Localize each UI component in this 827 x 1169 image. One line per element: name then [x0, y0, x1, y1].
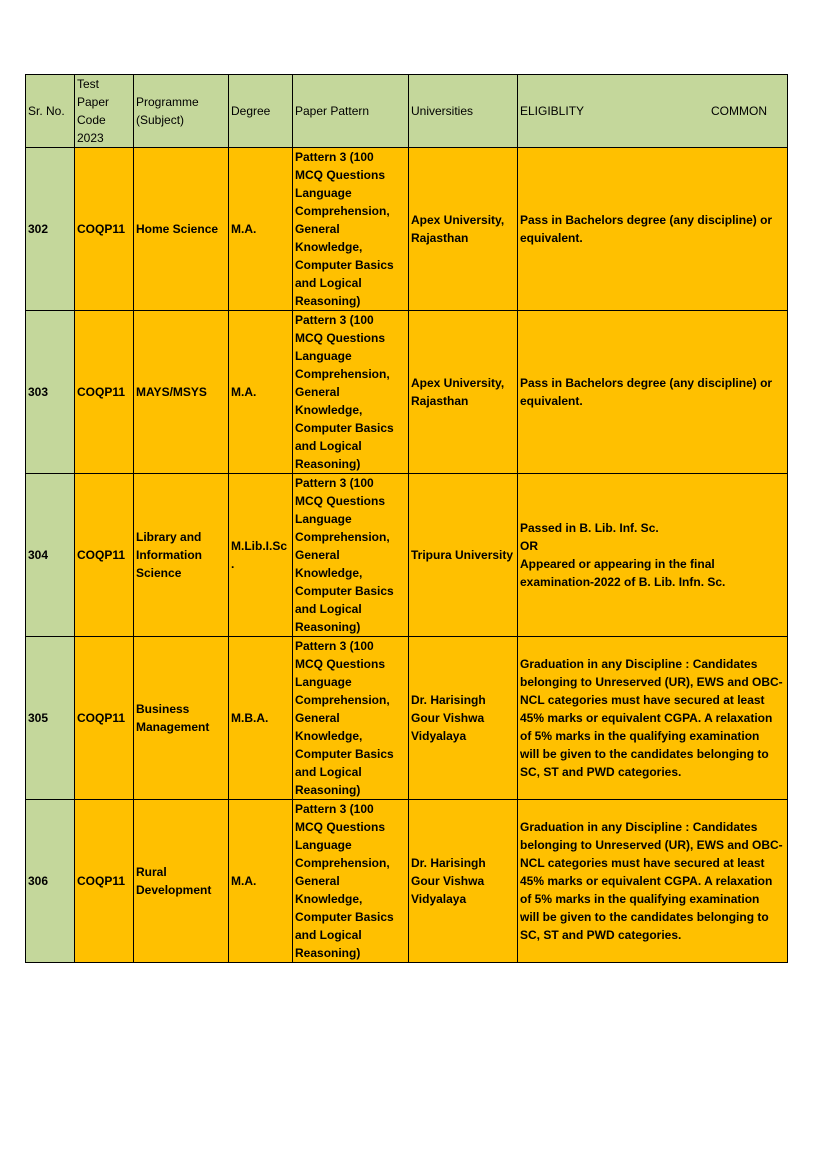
paper-pattern-cell: Pattern 3 (100 MCQ Questions Language Comprehension, General Knowledge, Computer Basics and Logical Reasoning)	[293, 148, 409, 311]
eligibility-cell: Pass in Bachelors degree (any discipline) or equivalent.	[518, 148, 788, 311]
programme-cell: Library and Information Science	[134, 474, 229, 637]
code-cell: COQP11	[75, 311, 134, 474]
header-common-label: COMMON	[711, 104, 767, 118]
sr-no-cell: 306	[26, 800, 75, 963]
code-cell: COQP11	[75, 800, 134, 963]
header-sr-no: Sr. No.	[26, 75, 75, 148]
eligibility-cell: Pass in Bachelors degree (any discipline) or equivalent.	[518, 311, 788, 474]
table-row	[26, 311, 788, 474]
code-cell: COQP11	[75, 148, 134, 311]
degree-cell: M.A.	[229, 800, 293, 963]
table-row	[26, 148, 788, 311]
degree-cell: M.Lib.I.Sc .	[229, 474, 293, 637]
eligibility-cell: Passed in B. Lib. Inf. Sc. OR Appeared or appearing in the final examination-2022 of B. Lib. Infn. Sc.	[518, 474, 788, 637]
programme-cell: Business Management	[134, 637, 229, 800]
header-eligibility-label: ELIGIBLITY	[520, 104, 585, 118]
programme-cell: MAYS/MSYS	[134, 311, 229, 474]
paper-pattern-cell: Pattern 3 (100 MCQ Questions Language Comprehension, General Knowledge, Computer Basics and Logical Reasoning)	[293, 474, 409, 637]
header-degree: Degree	[229, 75, 293, 148]
header-row	[26, 75, 788, 148]
header-paper-pattern: Paper Pattern	[293, 75, 409, 148]
code-cell: COQP11	[75, 637, 134, 800]
sr-no-cell: 302	[26, 148, 75, 311]
header-test-paper-code: Test Paper Code 2023	[75, 75, 134, 148]
paper-pattern-cell: Pattern 3 (100 MCQ Questions Language Comprehension, General Knowledge, Computer Basics and Logical Reasoning)	[293, 800, 409, 963]
programme-table	[25, 74, 788, 963]
programme-cell: Home Science	[134, 148, 229, 311]
university-cell: Apex University, Rajasthan	[409, 311, 518, 474]
eligibility-cell: Graduation in any Discipline : Candidates belonging to Unreserved (UR), EWS and OBC- NCL categories must have secured at least 45% marks or equivalent CGPA. A relaxation of 5% marks in the qualifying examination will be given to the candidates belonging to SC, ST and PWD categories.	[518, 800, 788, 963]
university-cell: Apex University, Rajasthan	[409, 148, 518, 311]
sr-no-cell: 303	[26, 311, 75, 474]
header-programme: Programme (Subject)	[134, 75, 229, 148]
sr-no-cell: 304	[26, 474, 75, 637]
table-row	[26, 637, 788, 800]
table-row	[26, 800, 788, 963]
programme-cell: Rural Development	[134, 800, 229, 963]
code-cell: COQP11	[75, 474, 134, 637]
degree-cell: M.A.	[229, 311, 293, 474]
table-row	[26, 474, 788, 637]
university-cell: Dr. Harisingh Gour Vishwa Vidyalaya	[409, 637, 518, 800]
sr-no-cell: 305	[26, 637, 75, 800]
degree-cell: M.B.A.	[229, 637, 293, 800]
university-cell: Dr. Harisingh Gour Vishwa Vidyalaya	[409, 800, 518, 963]
header-universities: Universities	[409, 75, 518, 148]
university-cell: Tripura University	[409, 474, 518, 637]
paper-pattern-cell: Pattern 3 (100 MCQ Questions Language Comprehension, General Knowledge, Computer Basics and Logical Reasoning)	[293, 311, 409, 474]
header-eligibility	[518, 75, 788, 148]
paper-pattern-cell: Pattern 3 (100 MCQ Questions Language Comprehension, General Knowledge, Computer Basics and Logical Reasoning)	[293, 637, 409, 800]
eligibility-cell: Graduation in any Discipline : Candidates belonging to Unreserved (UR), EWS and OBC- NCL categories must have secured at least 45% marks or equivalent CGPA. A relaxation of 5% marks in the qualifying examination will be given to the candidates belonging to SC, ST and PWD categories.	[518, 637, 788, 800]
degree-cell: M.A.	[229, 148, 293, 311]
